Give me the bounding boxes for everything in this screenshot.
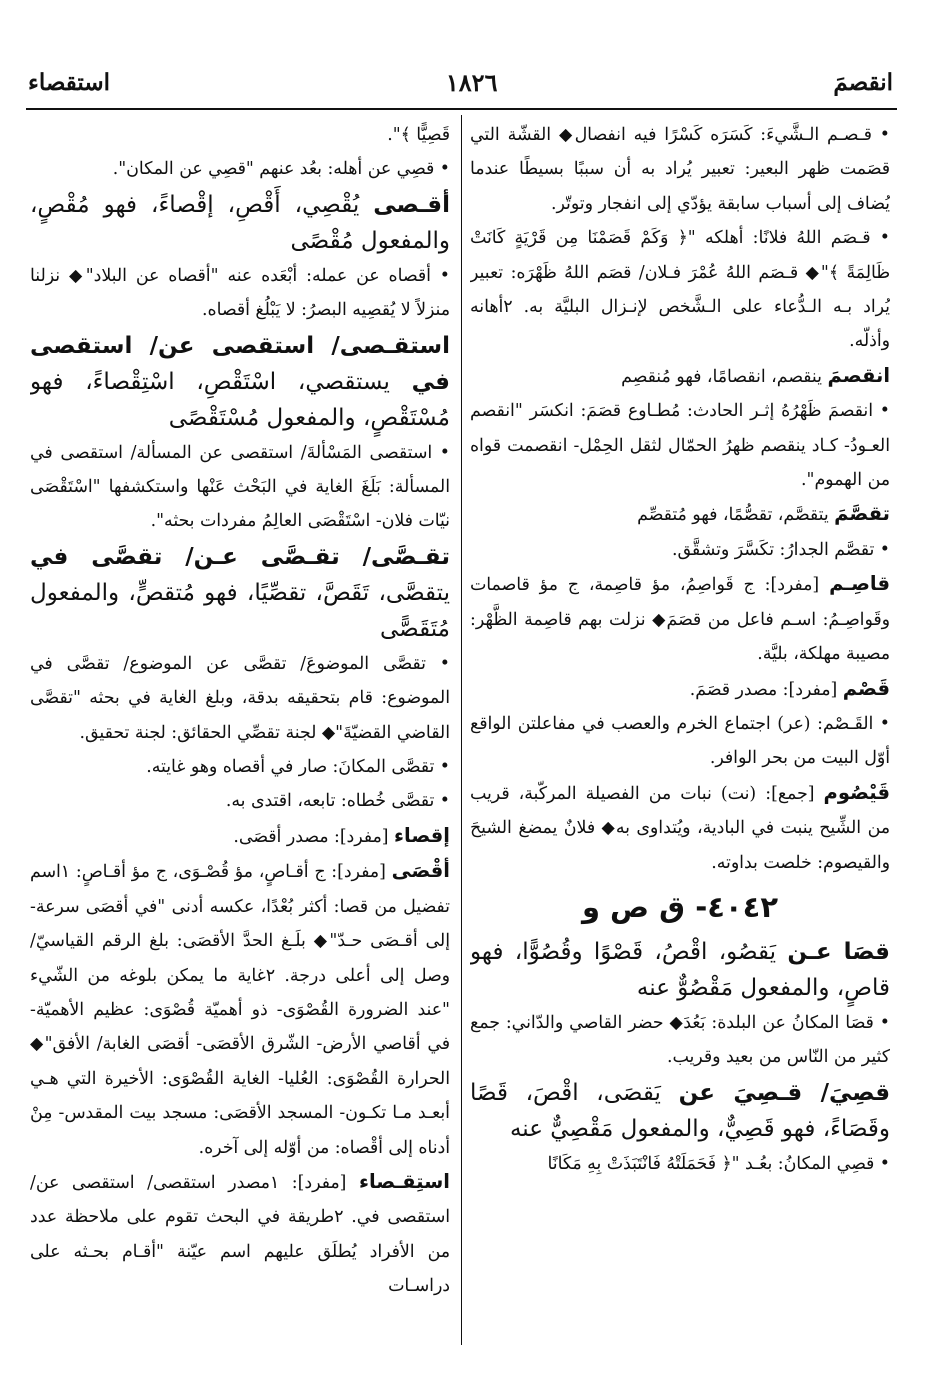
header-rule [26,108,897,110]
dictionary-entry [470,707,890,776]
headword: قَصْم [842,676,890,700]
right-column [470,118,890,1348]
entry-definition: [مفرد]: مصدر أقصَى. [233,826,395,847]
entry-definition: يتقصَّم، تقصُّمًا، فهو مُتقصِّم [637,505,835,526]
headword: استِقـصاء [358,1169,450,1193]
dictionary-entry [30,118,450,152]
left-column [30,118,450,1348]
entry-definition: • استقصى المَسْألةَ/ استقصى عن المسألة/ استقصى في المسألة: بَلَغَ الغاية في البَحْث عَنْها واستكشفها "اسْتَقْصَى نيّات فلان- اسْتَقْصَى العالِمُ مفردات بحثه". [30,442,450,532]
header-first-entry: انقصمَ [833,68,893,96]
headword: أقْصَى [391,859,450,883]
entry-definition: [مفرد]: ج أقـاصٍ، مؤ قُصْـوَى، ج مؤ أقـاصٍ: ١اسم تفضيل من قصا: أكثر بُعْدًا، عكسه أدنى "في أقصَى سرعة- إلى أقـصَى حـدّ"◆ بلَـغ الحدَّ الأقصَى: بلغ الرقم القياسيّ/ وصل إلى أعلى درجة. ٢غاية ما يمكن بلوغه من الشّيء "عند الضرورة القُصْوَى- ذو أهميّة قُصْوَى: عظيم الأهميّة- في أقاصي الأرض- الشّرق الأقصَى- أقصَى الغابة/ الأفق"◆ الحرارة القُصْوَى: العُليا- الغاية القُصْوَى: الأخيرة التي هـي أبعـد مـا تكـون- المسجد الأقصَى: مسجد بيت المقدس- مِنْ أدناه إلى أقْصاه: من أوّله إلى آخره. [30,862,450,1158]
headword: استقـصى/ استقصى عن/ استقصى في [30,332,450,395]
entry-definition: [مفرد]: ج قَواصِمُ، مؤ قاصِمة، ج مؤ قاصمات وقَواصِـمُ: اسـم فاعل من قصَمَ◆ نزلت بهم قاصِمة الظَّهْر: مصيبة مهلكة، بليَّة. [470,575,890,665]
entry-definition: يَقصُو، اقْصُ، قَصْوًا وقُصُوًّا، فهو قاصٍ، والمفعول مَقْصُوٌّ عنه [470,938,890,1001]
entry-definition: [جمع]: (نت) نبات من الفصيلة المركّبة، قريب من الشِّيح ينبت في البادية، ويُتداوى به◆ فلانٌ يمضغ الشيحَ والقيصوم: خلصت بداوته. [470,783,890,873]
dictionary-entry [30,819,450,854]
dictionary-entry [30,854,450,1165]
dictionary-entry [30,784,450,818]
entry-definition: • القَـصْم: (عر) اجتماع الخرم والعصب في مفاعلتن الواقع أوّل البيت من بحر الوافر. [470,713,890,769]
dictionary-entry [470,672,890,707]
dictionary-entry [470,497,890,532]
headword: قصِيَ/ قـصِيَ عن [678,1079,890,1106]
entry-definition: • قـصـم الـشَّيءَ: كَسَرَه كَسْرًا فيه انفصال◆ القشّة التي قصَمت ظهر البعير: تعبير يُراد به أن سببًا بسيطًا عندما يُضاف إلى أسباب سابقة يؤدّي إلى انفجار وتوتّر. [470,125,890,214]
entry-definition: • تقصَّم الجدارُ: تكَسَّرَ وتشقَّق. [672,539,890,560]
dictionary-entry [470,533,890,567]
entry-definition: • قصِي المكانُ: بعُـد "﴿ فَحَمَلَتْهُ فَانْتَبَذَتْ بِهِ مَكَانًا [547,1153,890,1174]
entry-definition: • قصِي عن أهله: بعُد عنهم "قصِي عن المكان". [112,159,450,180]
dictionary-entry [470,118,890,221]
dictionary-entry [470,567,890,671]
headword: إقصاء [394,823,450,847]
entry-definition: قَصِيًّا ﴾". [387,125,450,145]
dictionary-entry [470,934,890,1006]
dictionary-entry [30,1165,450,1304]
headword: تقصَّمَ [834,502,890,526]
dictionary-entry [30,187,450,259]
entry-definition: • قصَا المكانُ عن البلدة: بَعُدَ◆ حضر القاصي والدّاني: جمع كثير من النّاس من بعيد وقريب. [470,1012,890,1068]
dictionary-entry [470,1075,890,1147]
dictionary-entry [30,152,450,186]
dictionary-entry [470,1006,890,1075]
page-number: ١٨٢٦ [445,67,498,97]
headword: أقـصى [373,191,450,218]
entry-definition: • تقصَّى الموضوعَ/ تقصَّى عن الموضوع/ تقصَّى في الموضوع: قام بتحقيقه بدقة، وبلغ الغاية في بحثه "تقصَّى القاضي القضيّةَ"◆ لجنة تقصِّي الحقائق: لجنة تحقيق. [30,653,450,743]
headword: قَيْصُوم [823,780,890,804]
headword: انقصمَ [827,363,890,387]
entry-definition: [مفرد]: مصدر قصَمَ. [689,679,843,700]
page-header [28,62,893,102]
dictionary-entry [470,1147,890,1181]
entry-definition: [مفرد]: ١مصدر استقصى/ استقصى عن/ استقصى في. ٢طريقة في البحث تقوم على ملاحظة عدد من الأفراد يُطلَق عليهم اسم عيّنة "أقـام بحـثه على دراسـات [30,1172,450,1297]
entry-definition: • انقصمَ ظَهْرُهُ إثـر الحادث: مُطـاوع قصَمَ: انكسَر "انقصم العـودُ- كـاد ينقصم ظهرُ الحمّال لثقل الحِمْل- انقصمت قواه من الهموم". [470,401,890,491]
entry-definition: يتقصَّى، تَقَصَّ، تقصِّيًا، فهو مُتقصٍّ، والمفعول مُتَقَصًّى [30,579,450,642]
root-heading: ٤٠٤٢- ق ص و [581,889,779,924]
entry-definition: • قـصَم اللهُ فلانًا: أهلكه "﴿ وَكَمْ قَصَمْنَا مِن قَرْيَةٍ كَانَتْ ظَالِمَةً ﴾"◆ قـصَم اللهُ عُمْرَ فـلان/ قصَم اللهُ ظَهْرَه: تعبير يُراد بـه الـدُّعاء على الـشَّخص لإنـزال البليَّة به. ٢أهانه وأذلّه. [470,228,890,352]
dictionary-entry [30,259,450,328]
entry-definition: • تقصَّى المكانَ: صار في أقصاه وهو غايته. [146,757,450,778]
dictionary-entry [470,221,890,359]
entry-definition: يستقصي، اسْتَقْصِ، اسْتِقْصاءً، فهو مُسْتَقْصٍ، والمفعول مُسْتَقْصًى [30,368,450,431]
entry-definition: يُقْصِي، أَقْصِ، إقْصاءً، فهو مُقْصٍ، والمفعول مُقْصًى [30,191,450,254]
dictionary-entry [30,328,450,436]
dictionary-entry [30,647,450,750]
dictionary-entry [30,436,450,539]
dictionary-entry [30,539,450,647]
column-divider [461,115,462,1345]
dictionary-entry [470,776,890,880]
headword: قاصِـم [829,572,890,596]
dictionary-entry [470,394,890,497]
headword: تقـصَّى/ تقـصَّى عـن/ تقصَّى في [30,543,450,570]
entry-definition: • أقصاه عن عمله: أبْعَده عنه "أقصاه عن البلاد"◆ نزلنا منزلاً لا يُقصِيه البصرُ: لا يَبْلُغ أقصاه. [30,265,450,321]
dictionary-entry [470,359,890,394]
headword: قصَا عـن [787,938,890,965]
entry-definition: ينقصم، انقصامًا، فهو مُنقصِم [621,366,828,387]
header-last-entry: استقصاء [28,68,111,96]
entry-definition: يَقصَى، اقْصَ، قَصًا وقَصَاءً، فهو قَصِيٌّ، والمفعول مَقْصِيٌّ عنه [470,1079,890,1142]
dictionary-entry [30,750,450,784]
entry-definition: • تقصَّى خُطاه: تابعه، اقتدى به. [225,791,450,812]
